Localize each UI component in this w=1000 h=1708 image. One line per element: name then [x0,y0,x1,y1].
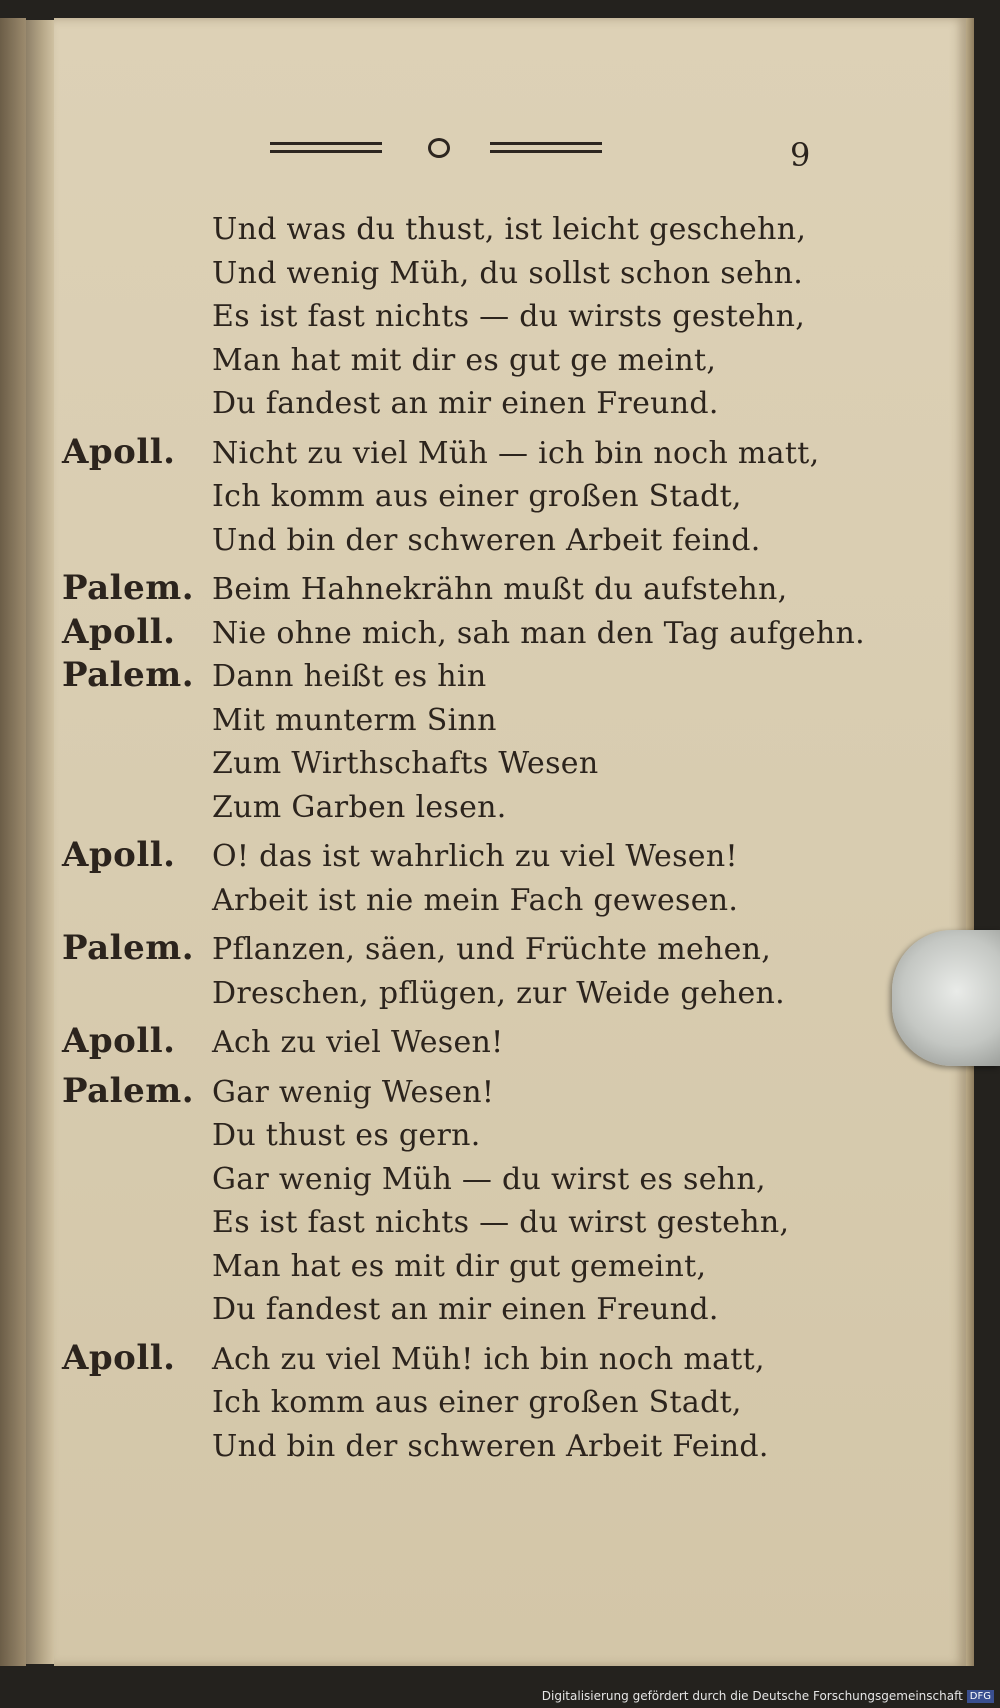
speaker-name: Palem. [62,655,195,695]
verse-row [0,1118,1000,1162]
verse-line: Dann heißt es hin [212,659,487,694]
verse-row [0,1337,1000,1386]
verse-line: Gar wenig Müh — du wirst es sehn, [212,1161,766,1197]
verse-row [0,655,1000,703]
verse-row [0,386,1000,430]
speaker-name: Apoll. [62,1021,176,1061]
verse-row [0,703,1000,747]
verse-line: Und bin der schweren Arbeit feind. [212,522,761,558]
verse-line: Pflanzen, säen, und Früchte mehen, [212,932,772,967]
verse-row [0,1162,1000,1206]
verse-line: Es ist fast nichts — du wirst gestehn, [212,1205,790,1240]
verse-line: Beim Hahnekrähn mußt du aufstehn, [212,572,788,607]
verse-row [0,976,1000,1020]
verse-line: O! das ist wahrlich zu viel Wesen! [212,839,738,874]
verse-line: Nie ohne mich, sah man den Tag aufgehn. [212,615,865,651]
speaker-name: Apoll. [62,611,176,652]
header-rule-left [270,142,382,154]
verse-row [0,883,1000,927]
verse-line: Man hat mit dir es gut ge meint, [212,342,717,378]
header-circle-ornament [428,138,450,158]
verse-row [0,928,1000,976]
verse-line: Mit munterm Sinn [212,702,497,738]
digitization-credit [542,1686,994,1706]
verse-row [0,343,1000,387]
verse-row [0,1429,1000,1473]
verse-row [0,1385,1000,1429]
verse-line: Du fandest an mir einen Freund. [212,1292,719,1327]
verse-row [0,1205,1000,1249]
page-number: 9 [790,136,811,174]
verse-row [0,1021,1000,1069]
verse-line: Zum Wirthschafts Wesen [212,746,599,781]
verse-row [0,611,1000,660]
verse-line: Und wenig Müh, du sollst schon sehn. [212,255,804,291]
verse-line: Ach zu viel Müh! ich bin noch matt, [212,1341,765,1377]
verse-row [0,523,1000,567]
verse-line: Du thust es gern. [212,1118,481,1153]
verse-row [0,431,1000,480]
verse-line: Man hat es mit dir gut gemeint, [212,1248,707,1284]
credit-text: Digitalisierung gefördert durch die Deutsche Forschungsgemeinschaft [541,1689,963,1703]
verse-row [0,1070,1000,1119]
verse-line: Es ist fast nichts — du wirsts gestehn, [212,299,806,334]
verse-line: Ach zu viel Wesen! [212,1025,504,1060]
page-clip [892,930,1000,1066]
page-header-ornament [270,134,830,174]
speaker-name: Apoll. [62,431,176,472]
verse-row [0,835,1000,883]
verse-row [0,1249,1000,1293]
verse-line: Ich komm aus einer großen Stadt, [212,1385,742,1420]
speaker-name: Apoll. [62,835,176,875]
verse-line: Ich komm aus einer großen Stadt, [212,479,742,514]
verse-row [0,256,1000,300]
verse-row [0,1292,1000,1336]
speaker-name: Palem. [62,1070,195,1111]
verse-row [0,746,1000,790]
verse-row [0,790,1000,834]
verse-line: Nicht zu viel Müh — ich bin noch matt, [212,435,820,471]
dfg-logo: DFG [967,1690,994,1703]
verse-line: Zum Garben lesen. [212,789,507,825]
speaker-name: Palem. [62,928,195,968]
speaker-name: Apoll. [62,1337,176,1378]
header-rule-right [490,142,602,154]
verse-line: Du fandest an mir einen Freund. [212,386,719,421]
verse-row [0,479,1000,523]
verse-line: Dreschen, pflügen, zur Weide gehen. [212,975,786,1011]
verse-line: Gar wenig Wesen! [212,1074,495,1110]
verse-row [0,299,1000,343]
verse-line: Und was du thust, ist leicht geschehn, [212,212,807,247]
verse-line: Und bin der schweren Arbeit Feind. [212,1428,769,1464]
verse-row [0,212,1000,256]
speaker-name: Palem. [62,568,195,608]
verse-row [0,568,1000,616]
verse-line: Arbeit ist nie mein Fach gewesen. [212,882,739,918]
